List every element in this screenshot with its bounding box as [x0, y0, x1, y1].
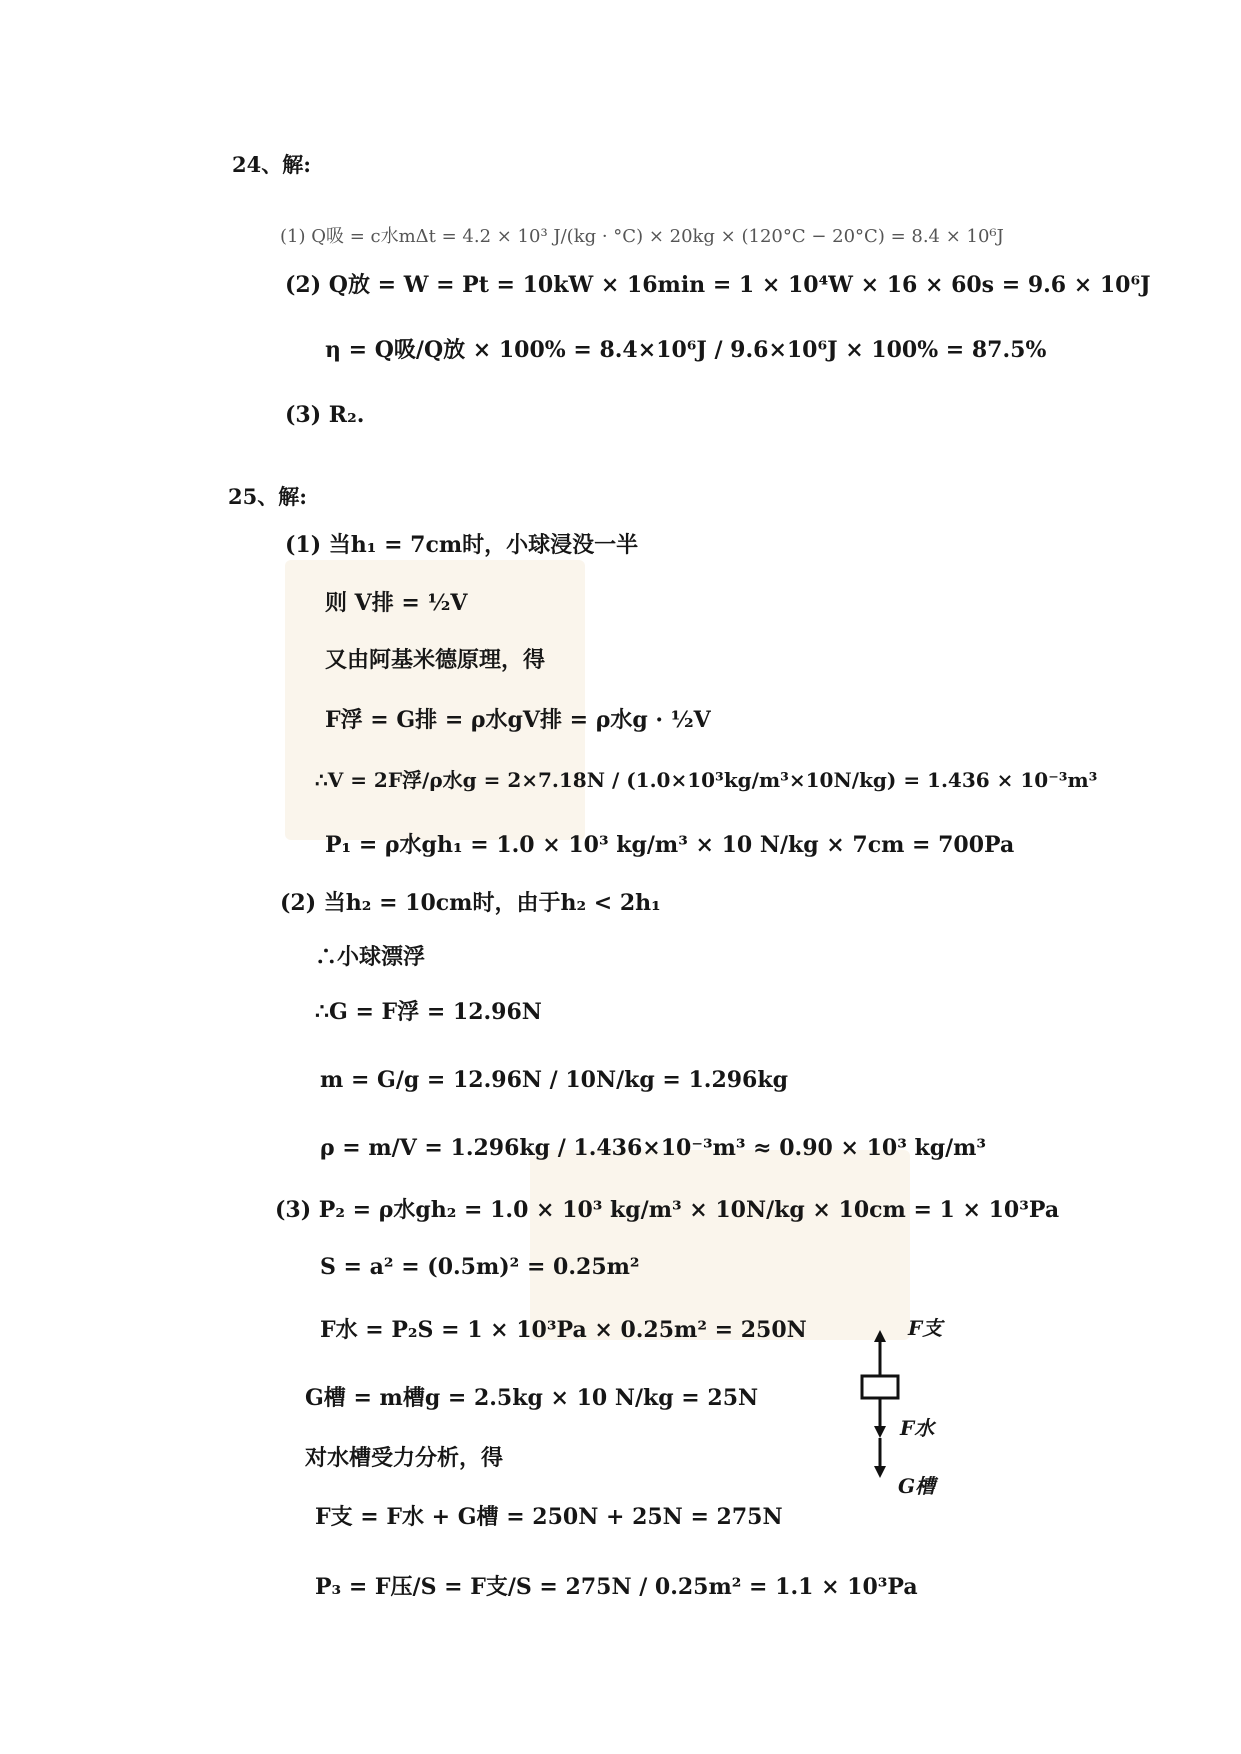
water-arrowhead: [874, 1426, 886, 1438]
q25-part3-line: (3) P₂ = ρ水gh₂ = 1.0 × 10³ kg/m³ × 10N/kg × 10cm = 1 × 10³Pa: [275, 1197, 1060, 1223]
q24-line-1: (1) Q吸 = c水mΔt = 4.2 × 10³ J/(kg · °C) × 20kg × (120°C − 20°C) = 8.4 × 10⁶J: [280, 226, 1004, 247]
label-water-force: F水: [900, 1416, 935, 1440]
q24-line-4: (3) R₂.: [285, 402, 365, 428]
label-gravity: G槽: [898, 1474, 936, 1498]
q25-part3-line: F支 = F水 + G槽 = 250N + 25N = 275N: [315, 1504, 783, 1530]
support-arrowhead: [874, 1330, 886, 1342]
q25-part3-line: F水 = P₂S = 1 × 10³Pa × 0.25m² = 250N: [320, 1317, 807, 1343]
label-support-force: F支: [908, 1316, 943, 1340]
q25-part3-line: S = a² = (0.5m)² = 0.25m²: [320, 1254, 640, 1280]
q25-part1-line: 又由阿基米德原理，得: [325, 647, 546, 673]
q25-part3-line: 对水槽受力分析，得: [305, 1445, 504, 1471]
q24-line-2: (2) Q放 = W = Pt = 10kW × 16min = 1 × 10⁴W × 16 × 60s = 9.6 × 10⁶J: [285, 272, 1151, 298]
q25-part1-line: P₁ = ρ水gh₁ = 1.0 × 10³ kg/m³ × 10 N/kg × 7cm = 700Pa: [325, 832, 1015, 858]
q25-part1-line: 则 V排 = ½V: [325, 590, 468, 616]
q25-part1-line: ∴V = 2F浮/ρ水g = 2×7.18N / (1.0×10³kg/m³×10N/kg) = 1.436 × 10⁻³m³: [315, 768, 1098, 792]
tank-box: [862, 1376, 898, 1398]
q25-part1-line: F浮 = G排 = ρ水gV排 = ρ水g · ½V: [325, 707, 711, 733]
scan-stamp-mark: [530, 1150, 910, 1340]
q25-part2-line: ∴G = F浮 = 12.96N: [315, 999, 542, 1025]
gravity-arrowhead: [874, 1466, 886, 1478]
q25-part3-line: G槽 = m槽g = 2.5kg × 10 N/kg = 25N: [305, 1385, 759, 1411]
force-arrows: [850, 1330, 960, 1490]
q25-part2-line: ρ = m/V = 1.296kg / 1.436×10⁻³m³ ≈ 0.90 × 10³ kg/m³: [320, 1135, 987, 1161]
q24-heading: 24、解:: [232, 152, 311, 177]
force-diagram: [850, 1316, 960, 1498]
q25-part3-line: P₃ = F压/S = F支/S = 275N / 0.25m² = 1.1 × 10³Pa: [315, 1574, 918, 1600]
q25-part1-line: (1) 当h₁ = 7cm时，小球浸没一半: [285, 532, 639, 558]
q25-heading: 25、解:: [228, 484, 307, 509]
q25-part2-line: ∴小球漂浮: [315, 944, 426, 970]
q25-part2-line: m = G/g = 12.96N / 10N/kg = 1.296kg: [320, 1067, 788, 1093]
q25-part2-line: (2) 当h₂ = 10cm时，由于h₂ < 2h₁: [280, 890, 661, 916]
q24-line-3: η = Q吸/Q放 × 100% = 8.4×10⁶J / 9.6×10⁶J × 100% = 87.5%: [325, 337, 1047, 363]
